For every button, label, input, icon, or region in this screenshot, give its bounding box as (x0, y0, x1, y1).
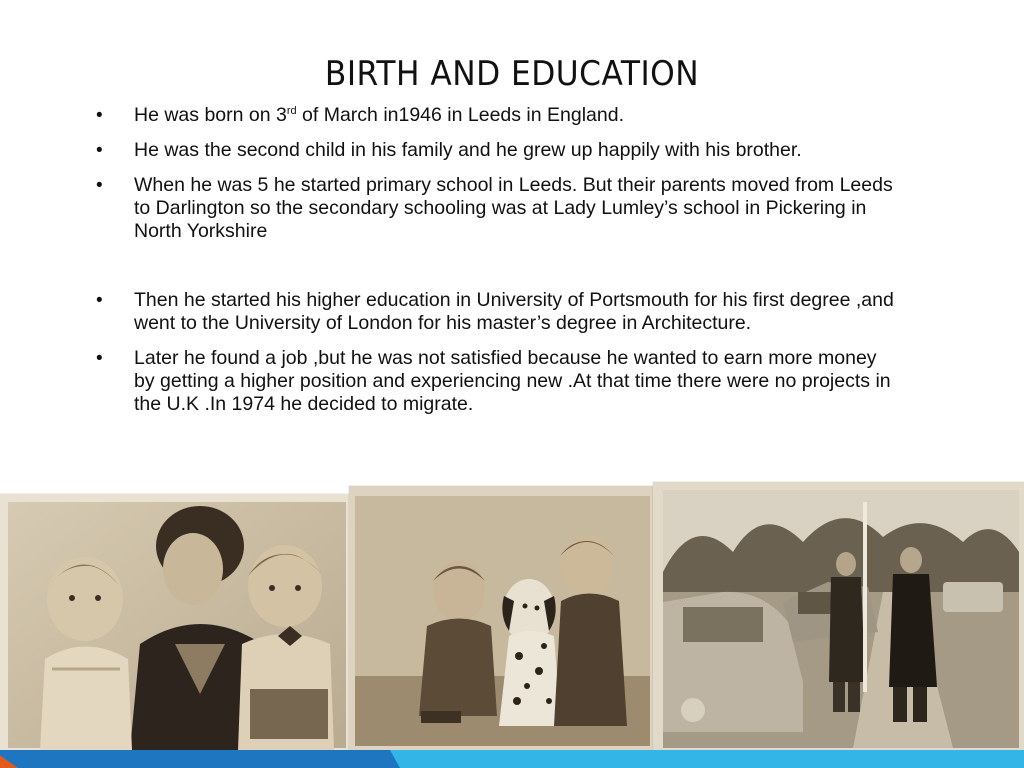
bullet-birth-sup: rd (286, 105, 297, 117)
photo-men-cars (653, 482, 1024, 752)
bullet-job: • Later he found a job ,but he was not satisfied because he wanted to earn more money by getting a higher position and experiencing new .At that time there were no projects in the U.K .In 1974 he decided to migrate. (96, 347, 896, 416)
footer-bar-dark-segment (0, 750, 405, 768)
footer-bar-light-segment (390, 750, 1024, 768)
photo-boys-dalmatian-image (349, 486, 656, 750)
bullet-list (96, 104, 896, 428)
bullet-birth-pre: He was born on 3 (134, 104, 287, 126)
photo-mother-children-image (0, 494, 350, 750)
photo-boys-dalmatian (349, 486, 656, 750)
bullet-birth (96, 104, 896, 127)
bullet-birth-post: of March in1946 in Leeds in England. (296, 104, 625, 126)
photo-mother-children (0, 494, 350, 750)
footer-bar (0, 750, 1024, 768)
bullet-family: • He was the second child in his family and he grew up happily with his brother. (96, 139, 896, 162)
bullet-higher-education: • Then he started his higher education in University of Portsmouth for his first degree ,and went to the University of London for his master’s degree in Architecture. (96, 289, 896, 335)
slide-title: BIRTH AND EDUCATION (324, 54, 700, 94)
bullet-schooling: • When he was 5 he started primary school in Leeds. But their parents moved from Leeds to Darlington so the secondary schooling was at Lady Lumley’s school in Pickering in North Yorkshire (96, 174, 896, 243)
photo-men-cars-image (653, 482, 1024, 752)
